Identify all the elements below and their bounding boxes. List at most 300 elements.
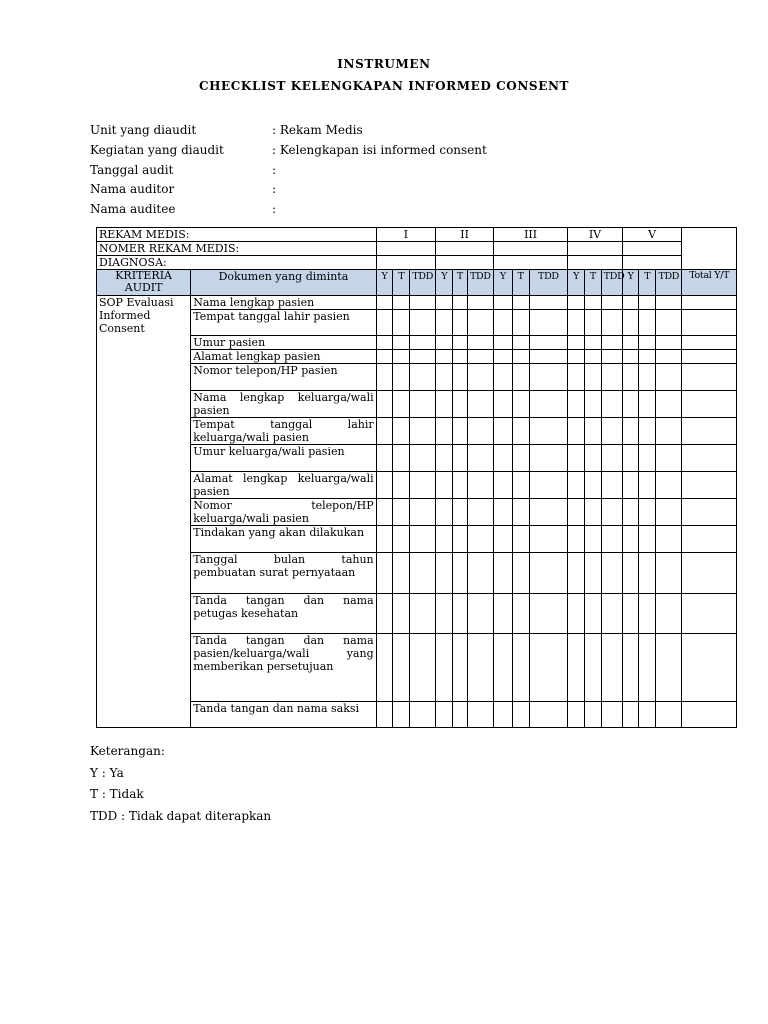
rekam-medis-label: REKAM MEDIS:	[97, 228, 377, 242]
document-item: Tindakan yang akan dilakukan	[191, 526, 376, 553]
check-cell	[601, 418, 622, 445]
check-cell	[453, 553, 468, 594]
check-cell	[453, 594, 468, 634]
check-cell	[639, 350, 656, 364]
check-cell	[376, 472, 393, 499]
check-cell	[639, 364, 656, 391]
check-cell	[436, 350, 453, 364]
check-cell	[512, 634, 529, 702]
check-cell	[601, 364, 622, 391]
check-cell	[493, 364, 512, 391]
check-cell	[453, 472, 468, 499]
check-cell	[639, 594, 656, 634]
check-cell	[601, 499, 622, 526]
check-cell	[467, 418, 493, 445]
check-cell	[436, 526, 453, 553]
check-cell	[467, 594, 493, 634]
table-row	[97, 228, 737, 242]
check-cell	[622, 310, 639, 336]
check-cell	[682, 391, 737, 418]
table-row	[97, 296, 737, 310]
check-cell	[436, 310, 453, 336]
check-cell	[493, 526, 512, 553]
check-cell	[376, 310, 393, 336]
check-cell	[585, 336, 602, 350]
check-cell	[622, 445, 639, 472]
check-cell	[585, 472, 602, 499]
check-cell	[453, 296, 468, 310]
table-row	[97, 445, 737, 472]
group-blank	[376, 242, 436, 256]
check-cell	[453, 310, 468, 336]
check-cell	[393, 350, 410, 364]
check-cell	[622, 499, 639, 526]
check-cell	[682, 364, 737, 391]
check-cell	[682, 702, 737, 728]
check-cell	[493, 499, 512, 526]
info-label: Tanggal audit	[90, 162, 174, 177]
check-cell	[410, 418, 436, 445]
check-cell	[453, 634, 468, 702]
check-cell	[656, 526, 682, 553]
check-cell	[410, 634, 436, 702]
check-cell	[410, 310, 436, 336]
check-cell	[529, 499, 568, 526]
col-t: T	[393, 270, 410, 296]
check-cell	[393, 526, 410, 553]
check-cell	[639, 472, 656, 499]
check-cell	[376, 364, 393, 391]
check-cell	[656, 418, 682, 445]
group-blank	[622, 242, 682, 256]
check-cell	[493, 350, 512, 364]
check-cell	[436, 499, 453, 526]
table-row	[97, 418, 737, 445]
check-cell	[639, 526, 656, 553]
check-cell	[393, 364, 410, 391]
check-cell	[453, 364, 468, 391]
info-value: :	[272, 182, 277, 197]
check-cell	[682, 418, 737, 445]
check-cell	[467, 702, 493, 728]
check-cell	[493, 310, 512, 336]
legend-title: Keterangan:	[90, 744, 165, 758]
check-cell	[529, 445, 568, 472]
check-cell	[656, 594, 682, 634]
col-y: Y	[622, 270, 639, 296]
check-cell	[585, 310, 602, 336]
check-cell	[453, 336, 468, 350]
table-row	[97, 350, 737, 364]
check-cell	[493, 553, 512, 594]
check-cell	[682, 445, 737, 472]
nomer-rekam-medis-label: NOMER REKAM MEDIS:	[97, 242, 377, 256]
check-cell	[622, 634, 639, 702]
legend	[90, 741, 271, 827]
check-cell	[585, 553, 602, 594]
check-cell	[639, 296, 656, 310]
check-cell	[601, 350, 622, 364]
check-cell	[639, 391, 656, 418]
check-cell	[568, 634, 585, 702]
check-cell	[453, 702, 468, 728]
check-cell	[467, 553, 493, 594]
document-item: Tanda tangan dan nama pasien/keluarga/wali yang memberikan persetujuan	[191, 634, 376, 702]
col-y: Y	[493, 270, 512, 296]
check-cell	[656, 310, 682, 336]
check-cell	[453, 445, 468, 472]
check-cell	[529, 310, 568, 336]
check-cell	[410, 350, 436, 364]
check-cell	[656, 499, 682, 526]
check-cell	[512, 594, 529, 634]
check-cell	[585, 296, 602, 310]
check-cell	[585, 634, 602, 702]
check-cell	[436, 553, 453, 594]
col-kriteria-audit: KRITERIA AUDIT	[97, 270, 191, 296]
check-cell	[410, 391, 436, 418]
check-cell	[512, 553, 529, 594]
check-cell	[601, 296, 622, 310]
table-row	[97, 256, 737, 270]
document-item: Nama lengkap pasien	[191, 296, 376, 310]
check-cell	[376, 702, 393, 728]
document-item: Nomor telepon/HP keluarga/wali pasien	[191, 499, 376, 526]
check-cell	[682, 296, 737, 310]
check-cell	[568, 418, 585, 445]
criteria-sop: SOP Evaluasi Informed Consent	[97, 296, 191, 728]
document-subtitle: CHECKLIST KELENGKAPAN INFORMED CONSENT	[198, 79, 570, 93]
check-cell	[493, 472, 512, 499]
info-row	[90, 141, 487, 161]
info-row	[90, 180, 487, 200]
check-cell	[512, 445, 529, 472]
table-row	[97, 310, 737, 336]
col-tdd: TDD	[529, 270, 568, 296]
info-value: :	[272, 162, 277, 177]
check-cell	[601, 526, 622, 553]
check-cell	[656, 391, 682, 418]
check-cell	[639, 702, 656, 728]
check-cell	[622, 594, 639, 634]
check-cell	[622, 418, 639, 445]
check-cell	[393, 553, 410, 594]
check-cell	[493, 391, 512, 418]
check-cell	[656, 350, 682, 364]
check-cell	[512, 418, 529, 445]
check-cell	[467, 472, 493, 499]
info-label: Nama auditor	[90, 182, 175, 197]
table-row	[97, 270, 737, 296]
check-cell	[393, 594, 410, 634]
document-item: Tempat tanggal lahir keluarga/wali pasien	[191, 418, 376, 445]
check-cell	[410, 702, 436, 728]
group-blank	[376, 256, 436, 270]
check-cell	[682, 634, 737, 702]
check-cell	[436, 391, 453, 418]
check-cell	[568, 702, 585, 728]
check-cell	[601, 553, 622, 594]
table-row	[97, 526, 737, 553]
legend-y: Y : Ya	[90, 765, 124, 780]
check-cell	[585, 445, 602, 472]
col-t: T	[639, 270, 656, 296]
check-cell	[568, 364, 585, 391]
check-cell	[568, 445, 585, 472]
check-cell	[622, 702, 639, 728]
check-cell	[512, 364, 529, 391]
check-cell	[568, 391, 585, 418]
info-row	[90, 161, 487, 181]
col-y: Y	[376, 270, 393, 296]
check-cell	[467, 634, 493, 702]
table-row	[97, 242, 737, 256]
check-cell	[682, 350, 737, 364]
check-cell	[453, 418, 468, 445]
check-cell	[622, 364, 639, 391]
check-cell	[639, 499, 656, 526]
check-cell	[512, 350, 529, 364]
check-cell	[656, 336, 682, 350]
check-cell	[393, 702, 410, 728]
check-cell	[376, 296, 393, 310]
group-header-2: II	[436, 228, 494, 242]
check-cell	[467, 310, 493, 336]
check-cell	[410, 553, 436, 594]
check-cell	[568, 526, 585, 553]
check-cell	[410, 472, 436, 499]
check-cell	[467, 364, 493, 391]
check-cell	[656, 702, 682, 728]
check-cell	[467, 499, 493, 526]
col-t: T	[585, 270, 602, 296]
document-item: Nomor telepon/HP pasien	[191, 364, 376, 391]
check-cell	[453, 526, 468, 553]
check-cell	[376, 350, 393, 364]
check-cell	[682, 553, 737, 594]
check-cell	[656, 364, 682, 391]
check-cell	[512, 702, 529, 728]
check-cell	[585, 364, 602, 391]
col-tdd: TDD	[656, 270, 682, 296]
group-blank	[568, 256, 622, 270]
col-total: Total Y/T	[682, 270, 737, 296]
check-cell	[568, 472, 585, 499]
info-value: : Rekam Medis	[272, 123, 363, 137]
check-cell	[622, 296, 639, 310]
group-header-1: I	[376, 228, 436, 242]
check-cell	[493, 296, 512, 310]
check-cell	[393, 499, 410, 526]
check-cell	[467, 296, 493, 310]
check-cell	[376, 499, 393, 526]
check-cell	[410, 445, 436, 472]
document-item: Umur pasien	[191, 336, 376, 350]
col-t: T	[512, 270, 529, 296]
check-cell	[393, 296, 410, 310]
check-cell	[585, 499, 602, 526]
group-blank	[436, 242, 494, 256]
check-cell	[656, 296, 682, 310]
check-cell	[493, 336, 512, 350]
check-cell	[467, 526, 493, 553]
document-title: INSTRUMEN	[337, 57, 431, 71]
table-row	[97, 634, 737, 702]
check-cell	[601, 391, 622, 418]
check-cell	[376, 594, 393, 634]
check-cell	[393, 634, 410, 702]
check-cell	[436, 634, 453, 702]
check-cell	[601, 594, 622, 634]
check-cell	[393, 310, 410, 336]
check-cell	[529, 336, 568, 350]
check-cell	[622, 472, 639, 499]
check-cell	[410, 526, 436, 553]
col-tdd: TDD	[410, 270, 436, 296]
document-item: Nama lengkap keluarga/wali pasien	[191, 391, 376, 418]
check-cell	[568, 499, 585, 526]
check-cell	[467, 350, 493, 364]
check-cell	[585, 350, 602, 364]
check-cell	[436, 364, 453, 391]
check-cell	[529, 472, 568, 499]
check-cell	[512, 499, 529, 526]
check-cell	[512, 310, 529, 336]
audit-info	[90, 121, 487, 220]
check-cell	[601, 310, 622, 336]
check-cell	[393, 445, 410, 472]
check-cell	[493, 594, 512, 634]
info-value: : Kelengkapan isi informed consent	[272, 142, 487, 157]
check-cell	[639, 445, 656, 472]
check-cell	[601, 472, 622, 499]
check-cell	[453, 499, 468, 526]
check-cell	[601, 445, 622, 472]
check-cell	[568, 594, 585, 634]
check-cell	[493, 418, 512, 445]
diagnosa-label: DIAGNOSA:	[97, 256, 377, 270]
check-cell	[656, 553, 682, 594]
check-cell	[639, 418, 656, 445]
check-cell	[529, 594, 568, 634]
document-item: Umur keluarga/wali pasien	[191, 445, 376, 472]
check-cell	[467, 391, 493, 418]
check-cell	[493, 702, 512, 728]
check-cell	[467, 445, 493, 472]
check-cell	[568, 296, 585, 310]
document-item: Alamat lengkap keluarga/wali pasien	[191, 472, 376, 499]
check-cell	[493, 445, 512, 472]
table-row	[97, 391, 737, 418]
check-cell	[622, 350, 639, 364]
group-blank	[436, 256, 494, 270]
check-cell	[376, 445, 393, 472]
check-cell	[393, 391, 410, 418]
checklist-table	[96, 227, 737, 728]
check-cell	[568, 553, 585, 594]
check-cell	[529, 553, 568, 594]
table-row	[97, 553, 737, 594]
check-cell	[376, 418, 393, 445]
check-cell	[376, 336, 393, 350]
col-y: Y	[568, 270, 585, 296]
info-row	[90, 200, 487, 220]
table-row	[97, 336, 737, 350]
check-cell	[493, 634, 512, 702]
check-cell	[585, 594, 602, 634]
check-cell	[529, 296, 568, 310]
info-row	[90, 121, 487, 141]
check-cell	[467, 336, 493, 350]
check-cell	[656, 472, 682, 499]
check-cell	[639, 310, 656, 336]
check-cell	[529, 526, 568, 553]
check-cell	[682, 594, 737, 634]
check-cell	[656, 634, 682, 702]
check-cell	[585, 702, 602, 728]
check-cell	[656, 445, 682, 472]
check-cell	[410, 364, 436, 391]
info-label: Nama auditee	[90, 202, 176, 217]
group-header-4: IV	[568, 228, 622, 242]
col-tdd: TDD	[467, 270, 493, 296]
check-cell	[529, 418, 568, 445]
info-label: Kegiatan yang diaudit	[90, 142, 224, 157]
col-dokumen: Dokumen yang diminta	[191, 270, 376, 296]
check-cell	[622, 526, 639, 553]
info-label: Unit yang diaudit	[90, 123, 197, 137]
table-row	[97, 472, 737, 499]
check-cell	[376, 391, 393, 418]
check-cell	[622, 553, 639, 594]
table-row	[97, 364, 737, 391]
group-header-5: V	[622, 228, 682, 242]
check-cell	[376, 526, 393, 553]
document-item: Alamat lengkap pasien	[191, 350, 376, 364]
check-cell	[622, 391, 639, 418]
table-row	[97, 702, 737, 728]
table-row	[97, 499, 737, 526]
check-cell	[512, 296, 529, 310]
col-y: Y	[436, 270, 453, 296]
check-cell	[682, 526, 737, 553]
total-blank	[682, 228, 737, 270]
check-cell	[376, 553, 393, 594]
check-cell	[622, 336, 639, 350]
check-cell	[529, 391, 568, 418]
check-cell	[436, 594, 453, 634]
check-cell	[585, 391, 602, 418]
check-cell	[568, 310, 585, 336]
group-blank	[568, 242, 622, 256]
document-item: Tanda tangan dan nama saksi	[191, 702, 376, 728]
check-cell	[585, 418, 602, 445]
table-row	[97, 594, 737, 634]
check-cell	[682, 310, 737, 336]
document-item: Tanda tangan dan nama petugas kesehatan	[191, 594, 376, 634]
check-cell	[682, 499, 737, 526]
info-value: :	[272, 202, 277, 217]
group-blank	[493, 256, 567, 270]
check-cell	[453, 350, 468, 364]
check-cell	[639, 336, 656, 350]
col-tdd: TDD	[601, 270, 622, 296]
check-cell	[436, 418, 453, 445]
check-cell	[585, 526, 602, 553]
check-cell	[568, 350, 585, 364]
group-blank	[493, 242, 567, 256]
check-cell	[436, 702, 453, 728]
